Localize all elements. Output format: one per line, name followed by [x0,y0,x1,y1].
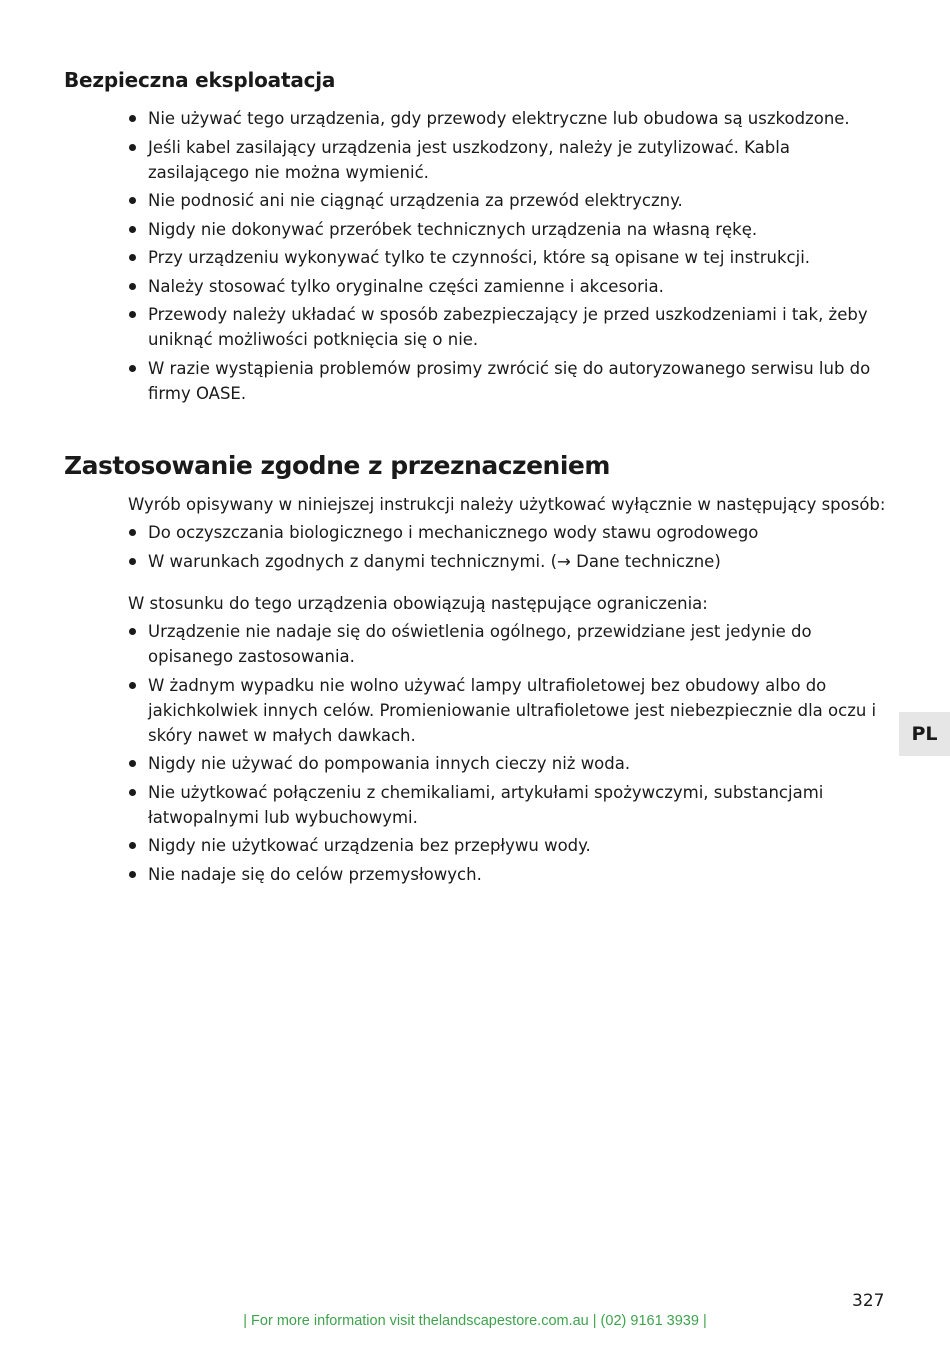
intended-use-intro: Wyrób opisywany w niniejszej instrukcji należy użytkować wyłącznie w następujący sposób: [128,495,886,514]
list-item: Nie nadaje się do celów przemysłowych. [128,862,880,887]
bullet-icon [129,789,136,796]
bullet-icon [129,871,136,878]
bullet-icon [129,628,136,635]
list-item: Nigdy nie dokonywać przeróbek technicznych urządzenia na własną rękę. [128,217,880,242]
language-tab: PL [899,712,950,756]
list-item: Nigdy nie użytkować urządzenia bez przepływu wody. [128,833,880,858]
bullet-icon [129,842,136,849]
bullet-icon [129,365,136,372]
footer-contact: | For more information visit thelandscapestore.com.au | (02) 9161 3939 | [243,1313,707,1329]
bullet-icon [129,144,136,151]
page-number: 327 [852,1291,885,1311]
list-item: W żadnym wypadku nie wolno używać lampy ultrafioletowej bez obudowy albo do jakichkolwiek innych celów. Promieniowanie ultrafioletowe jest niebezpiecznie dla oczu i skóry nawet w małych dawkach. [128,673,880,748]
intended-use-list [128,520,880,577]
list-item: Należy stosować tylko oryginalne części zamienne i akcesoria. [128,274,880,299]
list-item: Nie użytkować połączeniu z chemikaliami, artykułami spożywczymi, substancjami łatwopalnymi lub wybuchowymi. [128,780,880,830]
bullet-icon [129,115,136,122]
bullet-icon [129,760,136,767]
list-item [128,549,880,574]
bullet-icon [129,558,136,565]
bullet-icon [129,197,136,204]
restrictions-list [128,619,880,890]
bullet-icon [129,226,136,233]
bullet-icon [129,283,136,290]
bullet-icon [129,682,136,689]
section-heading-intended-use: Zastosowanie zgodne z przeznaczeniem [64,451,610,480]
list-item: W razie wystąpienia problemów prosimy zwrócić się do autoryzowanego serwisu lub do firmy OASE. [128,356,880,406]
list-item: Urządzenie nie nadaje się do oświetlenia ogólnego, przewidziane jest jedynie do opisanego zastosowania. [128,619,880,669]
section-heading-safe-operation: Bezpieczna eksploatacja [64,68,336,92]
list-item: Przy urządzeniu wykonywać tylko te czynności, które są opisane w tej instrukcji. [128,245,880,270]
restrictions-intro: W stosunku do tego urządzenia obowiązują następujące ograniczenia: [128,594,708,613]
list-item: Jeśli kabel zasilający urządzenia jest uszkodzony, należy je zutylizować. Kabla zasilającego nie można wymienić. [128,135,880,185]
list-item: Nie podnosić ani nie ciągnąć urządzenia za przewód elektryczny. [128,188,880,213]
bullet-icon [129,311,136,318]
list-item: Do oczyszczania biologicznego i mechanicznego wody stawu ogrodowego [128,520,880,545]
bullet-icon [129,254,136,261]
list-item: Nigdy nie używać do pompowania innych cieczy niż woda. [128,751,880,776]
safe-operation-list [128,106,880,409]
technical-data-reference[interactable]: W warunkach zgodnych z danymi technicznymi. (→ Dane techniczne) [148,551,721,571]
list-item: Przewody należy układać w sposób zabezpieczający je przed uszkodzeniami i tak, żeby uniknąć możliwości potknięcia się o nie. [128,302,880,352]
bullet-icon [129,529,136,536]
list-item: Nie używać tego urządzenia, gdy przewody elektryczne lub obudowa są uszkodzone. [128,106,880,131]
